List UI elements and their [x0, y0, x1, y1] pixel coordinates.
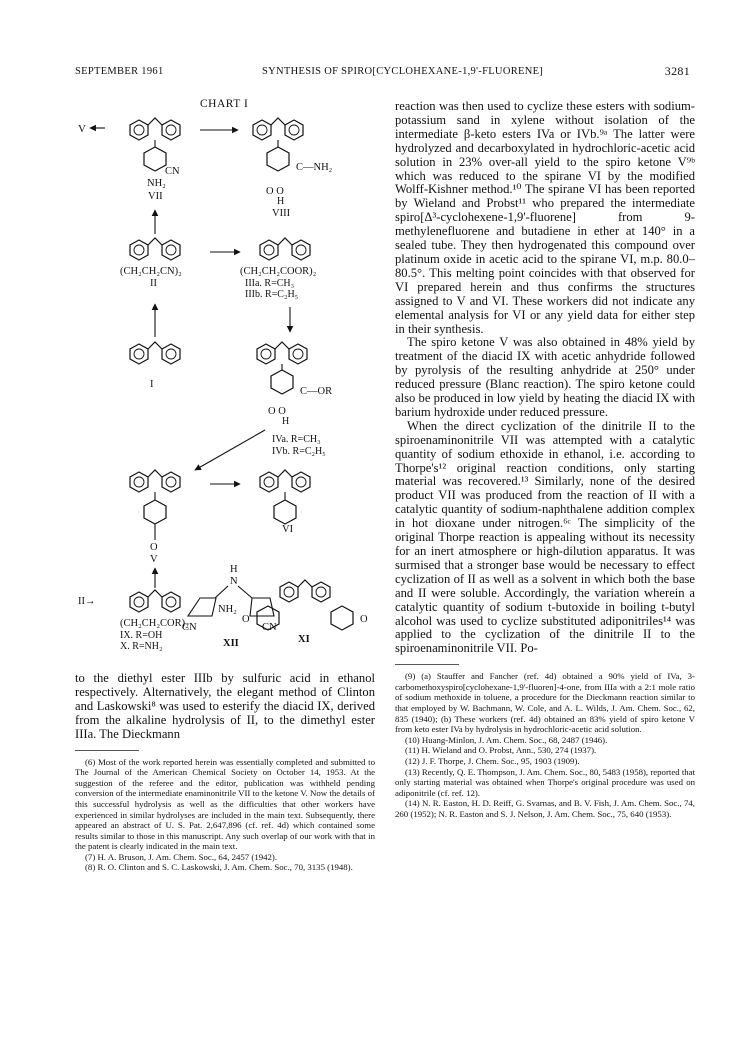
- svg-text:C—NH₂: C—NH₂: [296, 162, 333, 173]
- right-column: [395, 100, 695, 820]
- svg-text:C—OR: C—OR: [300, 386, 333, 397]
- footnote-rule: [75, 750, 139, 751]
- svg-text:XI: XI: [298, 634, 310, 645]
- svg-text:IX. R=OH: IX. R=OH: [120, 630, 163, 641]
- svg-text:IIIa. R=CH₃: IIIa. R=CH₃: [245, 278, 295, 289]
- svg-text:CN: CN: [165, 166, 180, 177]
- structure-ii: [120, 238, 182, 289]
- structure-xii: [170, 560, 320, 665]
- structure-iii: [240, 238, 317, 300]
- svg-text:IVa. R=CH₃: IVa. R=CH₃: [272, 434, 321, 445]
- structure-i: [130, 342, 180, 390]
- left-column: [75, 672, 375, 873]
- footnote-14: (14) N. R. Easton, H. D. Reiff, G. Svarnas, and B. V. Fish, J. Am. Chem. Soc., 74, 260 (1952); N. R. Easton and S. J. Nelson, J. Am. Chem. Soc., 75, 640 (1953).: [395, 798, 695, 819]
- svg-text:I: I: [150, 379, 154, 390]
- svg-text:IVb. R=C₂H₅: IVb. R=C₂H₅: [272, 446, 326, 457]
- svg-text:VI: VI: [282, 524, 294, 535]
- footnote-7: (7) H. A. Bruson, J. Am. Chem. Soc., 64, 2457 (1942).: [85, 851, 278, 862]
- svg-text:XII: XII: [223, 638, 239, 649]
- body-paragraph: reaction was then used to cyclize these esters with sodium-potassium sand in xylene without isolation of the intermediate β-keto esters IVa or IVb.⁹ᵃ The latter were hydrolyzed and decarboxylated in hydrochloric-acetic acid solution in 23% over-all yield to the spiro ketone V⁹ᵇ which was reduced to the spirane VI by the modified Wolff-Kishner method.¹⁰ The spirane VI has been reported by Wieland and Probst¹¹ who prepared the intermediate spiro[Δ³-cyclohexene-1,9'-fluorene] from 9-methylenefluorene and butadiene in ether at 140° in a sealed tube. They then hydrogenated this compound over platinum oxide in acetic acid to the spirane VI, m.p. 80.0–80.5°. This melting point coincides with that observed for VI prepared herein and thus confirms the structures assigned to V and VI. These workers did not indicate any elemental analysis for VI or any yield data for either step in their synthesis.: [395, 99, 695, 336]
- structure-vii: [130, 118, 180, 202]
- footnote-9: (9) (a) Stauffer and Fancher (ref. 4d) obtained a 90% yield of IVa, 3-carbomethoxyspiro[cyclohexane-1,9'-fluoren]-4-one, from IIIa with a 2:1 mole ratio of sodium methoxide in toluene, a procedure for the Dieckmann reaction similar to that employed by W. Bachmann, W. Cole, and A. L. Wilds, J. Am. Chem. Soc., 62, 835 (1940); (b) These workers (ref. 4d) obtained an 83% yield of spiro ketone V from keto ester IVa by hydrolysis in hydrochloric-acetic acid solution.: [395, 671, 695, 735]
- v-arrow: [78, 123, 105, 135]
- svg-text:NH₂: NH₂: [147, 178, 166, 189]
- svg-text:N: N: [230, 576, 238, 587]
- svg-text:H: H: [277, 196, 285, 207]
- footnote-rule: [395, 664, 459, 665]
- footnote-11: (11) H. Wieland and O. Probst, Ann., 530, 274 (1937).: [405, 745, 597, 756]
- svg-text:CN: CN: [262, 622, 277, 633]
- chart-title: CHART I: [200, 98, 249, 110]
- footnote-10: (10) Huang-Minlon, J. Am. Chem. Soc., 68, 2487 (1946).: [405, 734, 608, 745]
- svg-text:IIIb. R=C₂H₅: IIIb. R=C₂H₅: [245, 289, 299, 300]
- svg-text:V: V: [150, 554, 158, 565]
- page-number: 3281: [664, 64, 690, 78]
- svg-text:CN: CN: [182, 622, 197, 633]
- svg-text:(CH₂CH₂COR)₂: (CH₂CH₂COR)₂: [120, 618, 189, 629]
- svg-text:O: O: [242, 614, 250, 625]
- running-header-date: SEPTEMBER 1961: [75, 66, 164, 77]
- svg-text:II: II: [150, 278, 157, 289]
- svg-text:O: O: [150, 542, 158, 553]
- svg-text:VII: VII: [148, 191, 163, 202]
- footnote-13: (13) Recently, Q. E. Thompson, J. Am. Chem. Soc., 80, 5483 (1958), reported that only starting material was obtained when Thorpe's original procedure was used on adiponitrile (cf. ref. 12).: [395, 766, 696, 798]
- svg-text:H: H: [282, 416, 290, 427]
- svg-text:NH₂: NH₂: [218, 604, 237, 615]
- svg-text:VIII: VIII: [272, 208, 291, 219]
- svg-text:II→: II→: [78, 596, 96, 607]
- footnote-12: (12) J. F. Thorpe, J. Chem. Soc., 95, 1903 (1909).: [405, 756, 580, 766]
- body-paragraph: When the direct cyclization of the dinitrile II to the spiroenaminonitrile VII was attempted with a catalytic quantity of sodium ethoxide in ethanol, i.e. according to Thorpe's¹² original reaction conditions, only starting material was recovered.¹³ Similarly, none of the desired product VII was produced from the reaction of II with a catalytic quantity of sodium-naphthalene addition complex in hot dioxane under nitrogen.⁶ᶜ The simplicity of the original Thorpe reaction is appealing without its necessity for an inert atmosphere or high-dilution apparatus. It was surmised that a stronger base would be necessary to effect cyclization of II as well as a solvent in which both the base and II were soluble. Accordingly, the variation wherein a catalytic quantity of sodium t-butoxide in boiling t-butyl alcohol was used to cyclize substituted adiponitriles¹⁴ was applied to the cyclization of the dinitrile II to the spiroenaminonitrile VII. Po-: [395, 418, 695, 656]
- svg-text:(CH₂CH₂CN)₂: (CH₂CH₂CN)₂: [120, 266, 182, 277]
- svg-text:O O: O O: [268, 406, 286, 417]
- arrow-iv-v: [195, 430, 265, 470]
- structure-viii: [253, 118, 333, 219]
- body-paragraph: The spiro ketone V was also obtained in 48% yield by treatment of the diacid IX with acetic anhydride followed by pyrolysis of the resulting anhydride at 250° under reduced pressure (Blanc reaction). The spiro ketone could also be produced in low yield by heating the diacid IX with barium hydroxide under reduced pressure.: [395, 335, 695, 419]
- svg-text:H: H: [230, 564, 238, 575]
- footnote-6: (6) Most of the work reported herein was essentially completed and submitted to The Journal of the American Chemical Society on October 14, 1953. At the suggestion of the referee and the editor, publication was withheld pending conversion of the intermediate enaminonitrile VII to the ketone V. Now the details of this successful hydrolysis as well as the difficulties that other workers have experienced in similar hydrolyses are included in the main text. Subsequently, there appeared an abstract of U. S. Pat. 2,647,896 (cf. ref. 4d) which contained some results similar to those in this manuscript. Any such overlap of our work with that in the patent is clearly indicated in the main text.: [75, 756, 375, 852]
- svg-text:V: V: [78, 123, 86, 135]
- structure-v: [130, 470, 180, 565]
- structure-vi: [260, 470, 310, 535]
- structure-iv: [257, 342, 332, 457]
- footnote-8: (8) R. O. Clinton and S. C. Laskowski, J. Am. Chem. Soc., 70, 3135 (1948).: [85, 862, 353, 873]
- body-paragraph: to the diethyl ester IIIb by sulfuric acid in ethanol respectively. Alternatively, the elegant method of Clinton and Laskowski⁸ was used to esterify the diacid IX, derived from the alkaline hydrolysis of II, to the dimethyl ester IIIa. The Dieckmann: [75, 671, 375, 741]
- svg-text:O O: O O: [266, 186, 284, 197]
- svg-text:O: O: [360, 614, 368, 625]
- svg-text:X. R=NH₂: X. R=NH₂: [120, 641, 163, 652]
- svg-text:(CH₂CH₂COOR)₂: (CH₂CH₂COOR)₂: [240, 266, 317, 277]
- running-header-title: SYNTHESIS OF SPIRO[CYCLOHEXANE-1,9'-FLUORENE]: [262, 66, 544, 77]
